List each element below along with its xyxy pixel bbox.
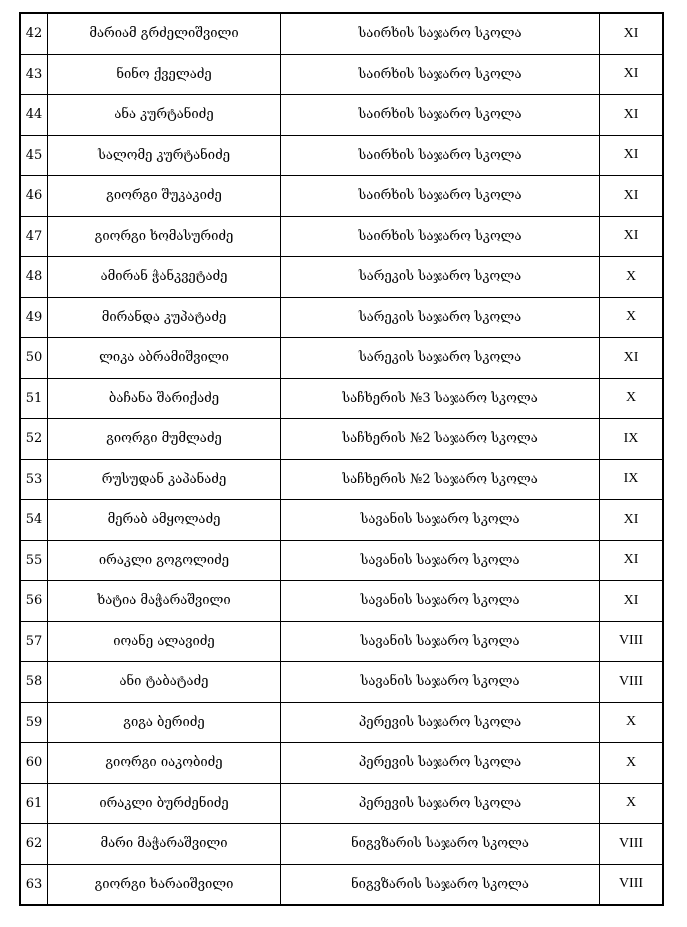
table-row	[20, 176, 663, 217]
grade-cell: VIII	[600, 662, 664, 703]
school-cell: საირხის საჯარო სკოლა	[281, 54, 600, 95]
grade-cell: XI	[600, 13, 664, 54]
participants-table	[19, 12, 664, 906]
row-number-cell: 61	[20, 783, 48, 824]
table-row	[20, 783, 663, 824]
table-row	[20, 662, 663, 703]
school-cell: სარეკის საჯარო სკოლა	[281, 338, 600, 379]
table-row	[20, 702, 663, 743]
table-row	[20, 13, 663, 54]
grade-cell: XI	[600, 581, 664, 622]
name-cell: ხატია მაჭარაშვილი	[48, 581, 281, 622]
table-row	[20, 419, 663, 460]
name-cell: ირაკლი გოგოლიძე	[48, 540, 281, 581]
grade-cell: IX	[600, 419, 664, 460]
name-cell: გიგა ბერიძე	[48, 702, 281, 743]
table-row	[20, 743, 663, 784]
row-number-cell: 59	[20, 702, 48, 743]
row-number-cell: 50	[20, 338, 48, 379]
school-cell: პერევის საჯარო სკოლა	[281, 702, 600, 743]
school-cell: სავანის საჯარო სკოლა	[281, 621, 600, 662]
name-cell: ანა კურტანიძე	[48, 95, 281, 136]
row-number-cell: 44	[20, 95, 48, 136]
table-row	[20, 257, 663, 298]
name-cell: ირაკლი ბურძენიძე	[48, 783, 281, 824]
grade-cell: IX	[600, 459, 664, 500]
name-cell: გიორგი მუმლაძე	[48, 419, 281, 460]
grade-cell: X	[600, 783, 664, 824]
school-cell: სავანის საჯარო სკოლა	[281, 500, 600, 541]
school-cell: სავანის საჯარო სკოლა	[281, 662, 600, 703]
grade-cell: X	[600, 378, 664, 419]
table-row	[20, 216, 663, 257]
table-row	[20, 338, 663, 379]
school-cell: საირხის საჯარო სკოლა	[281, 13, 600, 54]
row-number-cell: 52	[20, 419, 48, 460]
name-cell: ამირან ჭანკვეტაძე	[48, 257, 281, 298]
grade-cell: XI	[600, 500, 664, 541]
school-cell: სავანის საჯარო სკოლა	[281, 540, 600, 581]
row-number-cell: 55	[20, 540, 48, 581]
school-cell: საირხის საჯარო სკოლა	[281, 95, 600, 136]
row-number-cell: 46	[20, 176, 48, 217]
school-cell: პერევის საჯარო სკოლა	[281, 743, 600, 784]
row-number-cell: 43	[20, 54, 48, 95]
row-number-cell: 62	[20, 824, 48, 865]
grade-cell: X	[600, 257, 664, 298]
row-number-cell: 56	[20, 581, 48, 622]
row-number-cell: 54	[20, 500, 48, 541]
name-cell: სალომე კურტანიძე	[48, 135, 281, 176]
name-cell: გიორგი ხომასურიძე	[48, 216, 281, 257]
name-cell: ნინო ქველაძე	[48, 54, 281, 95]
name-cell: ანი ტაბატაძე	[48, 662, 281, 703]
school-cell: ნიგვზარის საჯარო სკოლა	[281, 864, 600, 905]
school-cell: საჩხერის №2 საჯარო სკოლა	[281, 459, 600, 500]
school-cell: საჩხერის №3 საჯარო სკოლა	[281, 378, 600, 419]
row-number-cell: 48	[20, 257, 48, 298]
grade-cell: X	[600, 702, 664, 743]
table-row	[20, 95, 663, 136]
grade-cell: X	[600, 297, 664, 338]
school-cell: საირხის საჯარო სკოლა	[281, 216, 600, 257]
school-cell: სარეკის საჯარო სკოლა	[281, 297, 600, 338]
grade-cell: VIII	[600, 824, 664, 865]
row-number-cell: 45	[20, 135, 48, 176]
grade-cell: XI	[600, 176, 664, 217]
name-cell: გიორგი შუკაკიძე	[48, 176, 281, 217]
table-row	[20, 135, 663, 176]
name-cell: გიორგი ხარაიშვილი	[48, 864, 281, 905]
school-cell: სავანის საჯარო სკოლა	[281, 581, 600, 622]
name-cell: მირანდა კუპატაძე	[48, 297, 281, 338]
name-cell: იოანე ალავიძე	[48, 621, 281, 662]
table-row	[20, 297, 663, 338]
row-number-cell: 60	[20, 743, 48, 784]
name-cell: ბაჩანა შარიქაძე	[48, 378, 281, 419]
table-row	[20, 540, 663, 581]
table-row	[20, 54, 663, 95]
grade-cell: XI	[600, 95, 664, 136]
row-number-cell: 57	[20, 621, 48, 662]
table-row	[20, 621, 663, 662]
grade-cell: X	[600, 743, 664, 784]
school-cell: პერევის საჯარო სკოლა	[281, 783, 600, 824]
table-row	[20, 459, 663, 500]
row-number-cell: 63	[20, 864, 48, 905]
school-cell: სარეკის საჯარო სკოლა	[281, 257, 600, 298]
grade-cell: VIII	[600, 864, 664, 905]
row-number-cell: 49	[20, 297, 48, 338]
table-row	[20, 864, 663, 905]
grade-cell: VIII	[600, 621, 664, 662]
school-cell: ნიგვზარის საჯარო სკოლა	[281, 824, 600, 865]
table-row	[20, 824, 663, 865]
school-cell: საირხის საჯარო სკოლა	[281, 135, 600, 176]
row-number-cell: 51	[20, 378, 48, 419]
grade-cell: XI	[600, 54, 664, 95]
table-row	[20, 581, 663, 622]
school-cell: საირხის საჯარო სკოლა	[281, 176, 600, 217]
name-cell: მარიამ გრძელიშვილი	[48, 13, 281, 54]
row-number-cell: 42	[20, 13, 48, 54]
table-row	[20, 500, 663, 541]
grade-cell: XI	[600, 135, 664, 176]
name-cell: გიორგი იაკობიძე	[48, 743, 281, 784]
table-body	[20, 13, 663, 905]
school-cell: საჩხერის №2 საჯარო სკოლა	[281, 419, 600, 460]
grade-cell: XI	[600, 338, 664, 379]
name-cell: ლიკა აბრამიშვილი	[48, 338, 281, 379]
table-row	[20, 378, 663, 419]
name-cell: მარი მაჭარაშვილი	[48, 824, 281, 865]
row-number-cell: 53	[20, 459, 48, 500]
row-number-cell: 47	[20, 216, 48, 257]
grade-cell: XI	[600, 216, 664, 257]
grade-cell: XI	[600, 540, 664, 581]
row-number-cell: 58	[20, 662, 48, 703]
name-cell: მერაბ ამყოლაძე	[48, 500, 281, 541]
name-cell: რუსუდან კაპანაძე	[48, 459, 281, 500]
